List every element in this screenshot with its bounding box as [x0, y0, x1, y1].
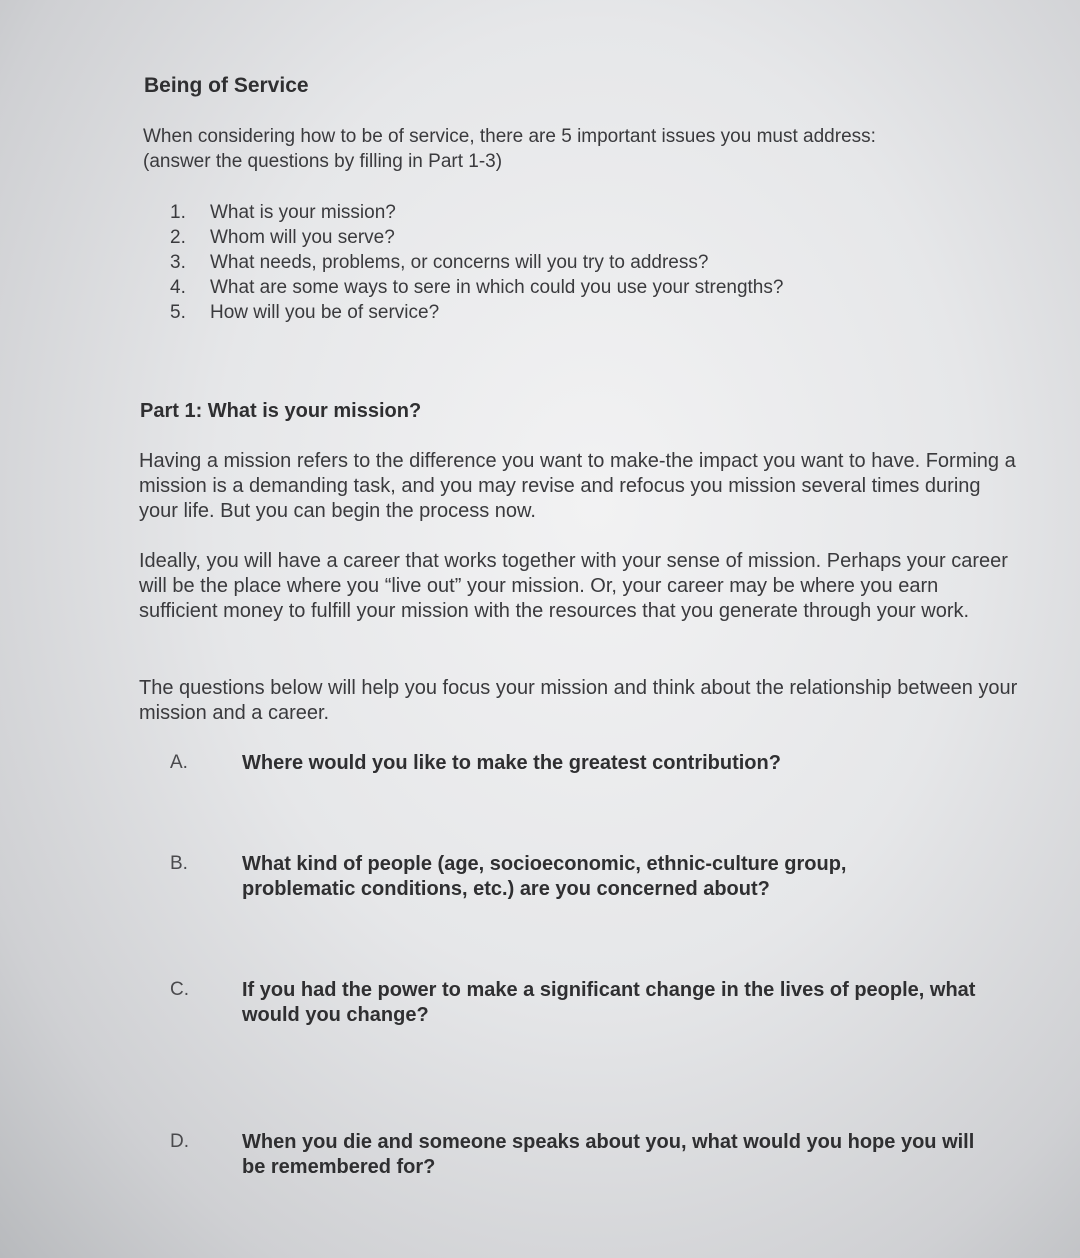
- prompt-text: If you had the power to make a significant change in the lives of people, what would you change?: [242, 979, 976, 1026]
- list-item-number: 4.: [170, 277, 186, 298]
- prompt-a: [170, 751, 1030, 776]
- intro-text: [143, 124, 1023, 174]
- list-item-text: What is your mission?: [210, 202, 396, 223]
- prompt-text: What kind of people (age, socioeconomic, ethnic-culture group, problematic conditions, etc.) are you concerned about?: [242, 853, 847, 900]
- prompt-d: [170, 1130, 1030, 1180]
- intro-line-2: (answer the questions by filling in Part 1-3): [143, 151, 503, 172]
- prompt-text: Where would you like to make the greatest contribution?: [242, 752, 781, 774]
- list-item: [170, 225, 783, 250]
- paragraph-career-mission: Ideally, you will have a career that works together with your sense of mission. Perhaps your career will be the place where you “live out” your mission. Or, your career may be where you earn sufficient money to fulfill your mission with the resources that you generate through your work.: [139, 550, 1008, 622]
- document-title: Being of Service: [144, 74, 309, 97]
- paragraph-mission-definition: Having a mission refers to the difference you want to make-the impact you want to have. Forming a mission is a demanding task, and you may revise and refocus you mission several times during your life. But you can begin the process now.: [139, 450, 1016, 522]
- paragraph-questions-intro: The questions below will help you focus your mission and think about the relationship between your mission and a career.: [139, 677, 1018, 724]
- list-item: [170, 250, 783, 275]
- part1-heading: Part 1: What is your mission?: [140, 400, 422, 422]
- prompt-letter: B.: [170, 853, 188, 874]
- list-item: [170, 200, 783, 225]
- list-item-text: How will you be of service?: [210, 302, 440, 323]
- prompt-letter: A.: [170, 752, 188, 773]
- list-item-text: Whom will you serve?: [210, 227, 395, 248]
- prompt-text: When you die and someone speaks about you, what would you hope you will be remembered for?: [242, 1131, 975, 1178]
- prompt-letter: C.: [170, 979, 189, 1000]
- list-item-number: 5.: [170, 302, 186, 323]
- list-item-number: 2.: [170, 227, 186, 248]
- list-item-number: 1.: [170, 202, 186, 223]
- prompt-b: [170, 852, 1030, 902]
- list-item-number: 3.: [170, 252, 186, 273]
- list-item: [170, 300, 783, 325]
- issues-list: [170, 200, 783, 325]
- list-item: [170, 275, 783, 300]
- list-item-text: What are some ways to sere in which could you use your strengths?: [210, 277, 784, 298]
- prompt-letter: D.: [170, 1131, 189, 1152]
- intro-line-1: When considering how to be of service, there are 5 important issues you must address:: [143, 126, 876, 147]
- list-item-text: What needs, problems, or concerns will you try to address?: [210, 252, 709, 273]
- prompt-c: [170, 978, 1030, 1028]
